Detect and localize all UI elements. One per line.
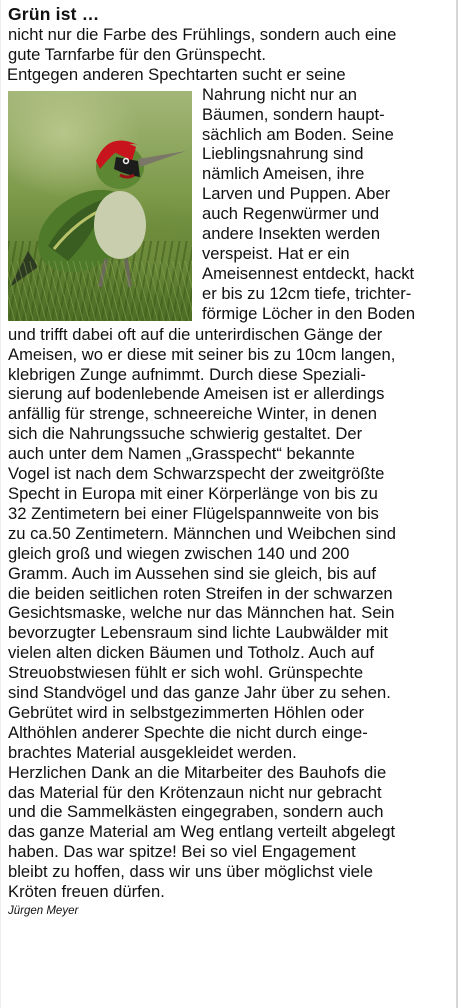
grass-foreground xyxy=(8,261,192,321)
text-line: klebrigen Zunge aufnimmt. Durch diese Speziali- xyxy=(8,364,366,384)
author-signature: Jürgen Meyer xyxy=(8,905,79,917)
text-line: Ameisennest entdeckt, hackt xyxy=(202,263,415,283)
text-line: Lieblingsnahrung sind xyxy=(202,144,364,164)
text-line: sind Standvögel und das ganze Jahr über zu sehen. xyxy=(8,683,391,703)
text-line: und die Sammelkästen eingegraben, sondern auch xyxy=(8,802,384,822)
text-line: vielen alten dicken Bäumen und Totholz. Auch auf xyxy=(8,643,374,663)
article xyxy=(8,4,448,919)
text-line: gute Tarnfarbe für den Grünspecht. xyxy=(8,44,266,64)
text-line: Specht in Europa mit einer Körperlänge von bis zu xyxy=(8,483,378,503)
text-line: sich die Nahrungssuche schwierig gestaltet. Der xyxy=(8,424,363,444)
woodpecker-photo xyxy=(8,91,192,321)
text-line: auch Regenwürmer und xyxy=(202,204,380,224)
article-title: Grün ist … xyxy=(8,4,100,24)
text-line: Gesichtsmaske, welche nur das Männchen hat. Sein xyxy=(8,603,395,623)
intro-text xyxy=(8,25,448,85)
text-line: haben. Das war spitze! Bei so viel Engagement xyxy=(8,842,356,862)
text-line: förmige Löcher in den Boden xyxy=(202,303,416,323)
text-line: andere Insekten werden xyxy=(202,224,381,244)
text-line: Gramm. Auch im Aussehen sind sie gleich, bis auf xyxy=(8,563,377,583)
text-line: Nahrung nicht nur an xyxy=(202,84,357,104)
text-line: Herzlichen Dank an die Mitarbeiter des Bauhofs die xyxy=(8,762,387,782)
text-line: gleich groß und wiegen zwischen 140 und 200 xyxy=(8,543,350,563)
text-line: und trifft dabei oft auf die unterirdischen Gänge der xyxy=(8,324,383,344)
text-line: Gebrütet wird in selbstgezimmerten Höhlen oder xyxy=(8,702,365,722)
text-line: die beiden seitlichen roten Streifen in der schwarzen xyxy=(8,583,393,603)
text-line: zu ca.50 Zentimetern. Männchen und Weibchen sind xyxy=(8,523,397,543)
text-line: auch unter dem Namen „Grasspecht“ bekannte xyxy=(8,444,355,464)
text-line: das Material für den Krötenzaun nicht nur gebracht xyxy=(8,782,382,802)
text-line: Ameisen, wo er diese mit seiner bis zu 10cm langen, xyxy=(8,344,396,364)
text-line: 32 Zentimetern bei einer Flügelspannweite von bis xyxy=(8,503,379,523)
text-line: Vogel ist nach dem Schwarzspecht der zweitgrößte xyxy=(8,464,385,484)
text-line: Entgegen anderen Spechtarten sucht er seine xyxy=(7,64,346,84)
text-line: nämlich Ameisen, ihre xyxy=(202,164,365,184)
text-line: Larven und Puppen. Aber xyxy=(202,184,391,204)
page-edge-left xyxy=(0,0,1,1008)
text-continued xyxy=(8,325,448,902)
text-line: bleibt zu hoffen, dass wir uns über möglichst viele xyxy=(8,862,373,882)
text-line: Althöhlen anderer Spechte die nicht durch einge- xyxy=(8,722,368,742)
text-line: nicht nur die Farbe des Frühlings, sondern auch eine xyxy=(8,25,397,44)
text-line: sächlich am Boden. Seine xyxy=(202,124,394,144)
text-line: Bäumen, sondern haupt- xyxy=(202,104,385,124)
text-line: er bis zu 12cm tiefe, trichter- xyxy=(202,283,412,303)
text-line: sierung auf bodenlebende Ameisen ist er allerdings xyxy=(8,384,385,404)
text-line: das ganze Material am Weg entlang verteilt abgelegt xyxy=(8,822,396,842)
text-line: Kröten freuen dürfen. xyxy=(8,882,165,902)
text-line: brachtes Material ausgekleidet werden. xyxy=(8,742,297,762)
text-line: anfällig für strenge, schneereiche Winter, in denen xyxy=(8,404,377,424)
text-line: Streuobstwiesen fühlt er sich wohl. Grünspechte xyxy=(8,663,364,683)
text-line: bevorzugter Lebensraum sind lichte Laubwälder mit xyxy=(8,623,389,643)
text-line: verspeist. Hat er ein xyxy=(202,243,350,263)
